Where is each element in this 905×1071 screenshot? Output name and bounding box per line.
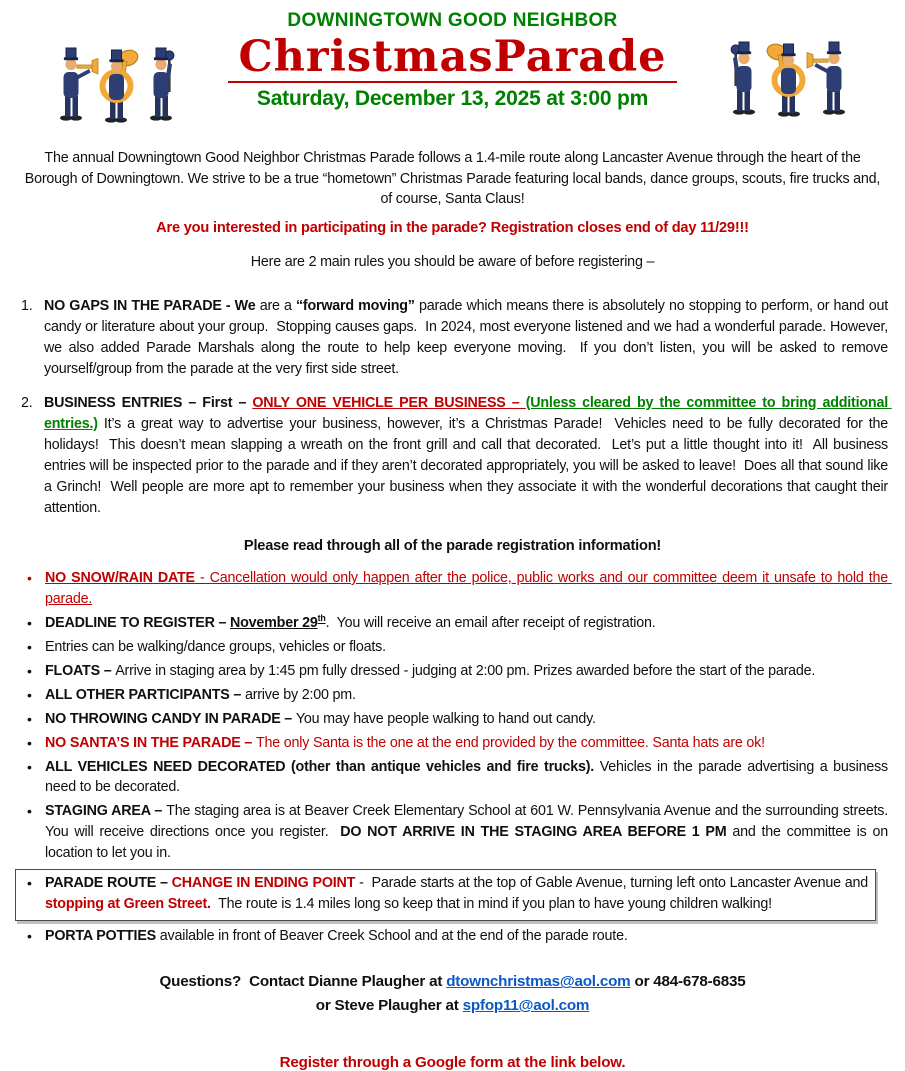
info-bullet-list [0, 568, 896, 947]
text-segment: or 484-678-6835 [630, 973, 746, 991]
text-segment: The only Santa is the one at the end provided by the committee. Santa hats are ok! [255, 734, 765, 751]
text-segment: stopping at Green Street. [45, 895, 211, 912]
text-segment: “forward moving” [295, 297, 419, 314]
text-segment: PARADE ROUTE – [45, 874, 172, 891]
text-segment: NO SANTA’S IN THE PARADE – [45, 734, 256, 751]
register-note: Register through a Google form at the link below. [279, 1053, 626, 1071]
marching-band-clipart-left [40, 46, 190, 124]
text-segment: Arrive in staging area by 1:45 pm fully dressed - judging at 2:00 pm. Prizes awarded before the start of the parade. [115, 663, 816, 680]
text-segment: Questions? Contact Dianne Plaugher at [159, 973, 447, 991]
marching-band-illustration-mirrored [715, 40, 865, 118]
bullet-parade-route [16, 873, 872, 915]
bullet-porta-potties [0, 926, 888, 947]
steve-email-link[interactable]: spfop11@aol.com [462, 996, 590, 1014]
text-segment: ALL OTHER PARTICIPANTS – [45, 686, 245, 703]
sousaphone-player [765, 42, 802, 117]
sousaphone-player [103, 48, 140, 123]
text-segment: BUSINESS ENTRIES – First – [44, 394, 253, 411]
flyer-header [0, 10, 905, 128]
rule-number: 2. [21, 394, 33, 411]
dianne-email-link[interactable]: dtownchristmas@aol.com [446, 973, 631, 991]
bullet-marker: • [27, 734, 32, 751]
text-segment: NO THROWING CANDY IN PARADE – [45, 710, 296, 727]
rule-item [0, 393, 892, 519]
marching-band-clipart-right [715, 40, 865, 118]
text-segment: PORTA POTTIES [45, 927, 156, 944]
rules-intro-line: Here are 2 main rules you should be aware of before registering – [250, 253, 655, 270]
bullet-marker: • [27, 614, 32, 631]
rule-number: 1. [21, 297, 33, 314]
intro-paragraph: The annual Downingtown Good Neighbor Christmas Parade follows a 1.4-mile route along Lancaster Avenue through the heart of the Borough of Downingtown. We strive to be a true “hometown” Christmas Parade featuring local bands, dance groups, scouts, fire trucks and, of course, Santa Claus! [24, 150, 881, 208]
bullet-marker: • [27, 927, 32, 944]
text-segment: or Steve Plaugher at [315, 996, 463, 1014]
text-segment: DEADLINE TO REGISTER – [45, 615, 230, 632]
text-segment: The route is 1.4 miles long so keep that in mind if you plan to have young children walking! [210, 895, 772, 912]
bullet-marker: • [27, 686, 32, 703]
flyer-title: ChristmasParade [228, 35, 676, 83]
bullet-floats [0, 661, 888, 682]
text-segment: ALL VEHICLES NEED DECORATED (other than antique vehicles and fire trucks). [45, 758, 600, 775]
text-segment: You may have people walking to hand out candy. [295, 710, 596, 727]
text-segment: available in front of Beaver Creek School and at the end of the parade route. [156, 927, 628, 944]
registration-deadline-callout: Are you interested in participating in the parade? Registration closes end of day 11/29!!! [156, 219, 749, 236]
bullet-marker: • [27, 710, 32, 727]
text-segment: It’s a great way to advertise your business, however, it’s a Christmas Parade! Vehicles need to be fully decorated for the holidays! This doesn’t mean slapping a wreath on the front grill and call that decorated. Let’s put a little thought into it! All business entries will be inspected prior to the parade and if they aren’t decorated appropriately, you will be asked to leave! Does all that sound like a Grinch! Well people are more apt to remember your business when they associate it with the wonderful decorations that caught their attention. [44, 415, 892, 516]
bullet-marker: • [27, 639, 32, 656]
text-segment: parade which means there is absolutely no stopping to perform, or hand out candy or literature about your group. Stopping causes gaps. In 2024, most everyone listened and we had a wonderful parade. However, we also added Parade Marshals along the route to help keep everyone moving. If you don’t listen, you will be asked to remove yourself/group from the parade at the very first side street. [44, 297, 892, 377]
contact-line-1 [0, 970, 905, 994]
bullet-marker: • [27, 663, 32, 680]
trumpet-player [807, 42, 845, 115]
text-segment: arrive by 2:00 pm. [244, 686, 356, 703]
text-segment: ONLY ONE VEHICLE PER BUSINESS – [252, 394, 526, 411]
event-date: Saturday, December 13, 2025 at 3:00 pm [256, 87, 649, 111]
bullet-no-snow-rain-date [0, 568, 892, 610]
bullet-staging-area [0, 801, 896, 864]
rules-list [0, 296, 892, 519]
header-kicker: DOWNINGTOWN GOOD NEIGHBOR [287, 10, 618, 31]
text-segment: DO NOT ARRIVE IN THE STAGING AREA BEFORE 1 PM [340, 824, 727, 841]
text-segment: FLOATS – [45, 663, 116, 680]
bullet-marker: • [27, 758, 32, 775]
bullet-entry-types [0, 637, 888, 658]
text-segment: - Cancellation would only happen after the police, public works and our committee deem it unsafe to hold the parade. [45, 569, 892, 607]
bullet-vehicles-decorated [0, 757, 892, 799]
text-segment: The staging area is at Beaver Creek Elementary School at 601 W. Pennsylvania Avenue and the surrounding streets. You will receive directions once you register. [45, 803, 896, 841]
text-segment: th [317, 613, 326, 624]
drum-major [731, 42, 755, 115]
text-segment: November 29 [230, 615, 318, 632]
text-segment: Vehicles in the parade advertising a business need to be decorated. [45, 758, 892, 796]
rule-item [0, 296, 892, 380]
parade-route-highlight-box [15, 869, 876, 921]
text-segment: NO SNOW/RAIN DATE [45, 569, 195, 586]
text-segment: STAGING AREA – [45, 803, 167, 820]
contact-line-2 [0, 994, 905, 1018]
mid-heading: Please read through all of the parade registration information! [243, 537, 662, 554]
drum-major [150, 48, 174, 121]
bullet-no-throwing-candy [0, 709, 888, 730]
bullet-all-other-participants [0, 685, 888, 706]
text-segment: CHANGE IN ENDING POINT [171, 874, 356, 891]
text-segment: Entries can be walking/dance groups, vehicles or floats. [45, 639, 386, 656]
text-segment: (Unless cleared by the committee to bring additional entries.) [44, 394, 892, 432]
text-segment: - Parade starts at the top of Gable Avenue, turning left onto Lancaster Avenue and [355, 874, 872, 891]
bullet-deadline-to-register [0, 613, 888, 635]
contact-block [0, 970, 905, 1017]
trumpet-player [60, 48, 98, 121]
marching-band-illustration [40, 46, 190, 124]
text-segment: and the committee is on location to let you in. [45, 824, 892, 861]
bullet-marker: • [27, 874, 32, 891]
text-segment: are a [259, 297, 296, 314]
text-segment: NO GAPS IN THE PARADE - We [44, 297, 260, 314]
bullet-marker: • [27, 569, 32, 586]
bullet-marker: • [27, 803, 32, 820]
bullet-no-santas [0, 733, 888, 754]
text-segment: . You will receive an email after receipt of registration. [325, 615, 656, 632]
